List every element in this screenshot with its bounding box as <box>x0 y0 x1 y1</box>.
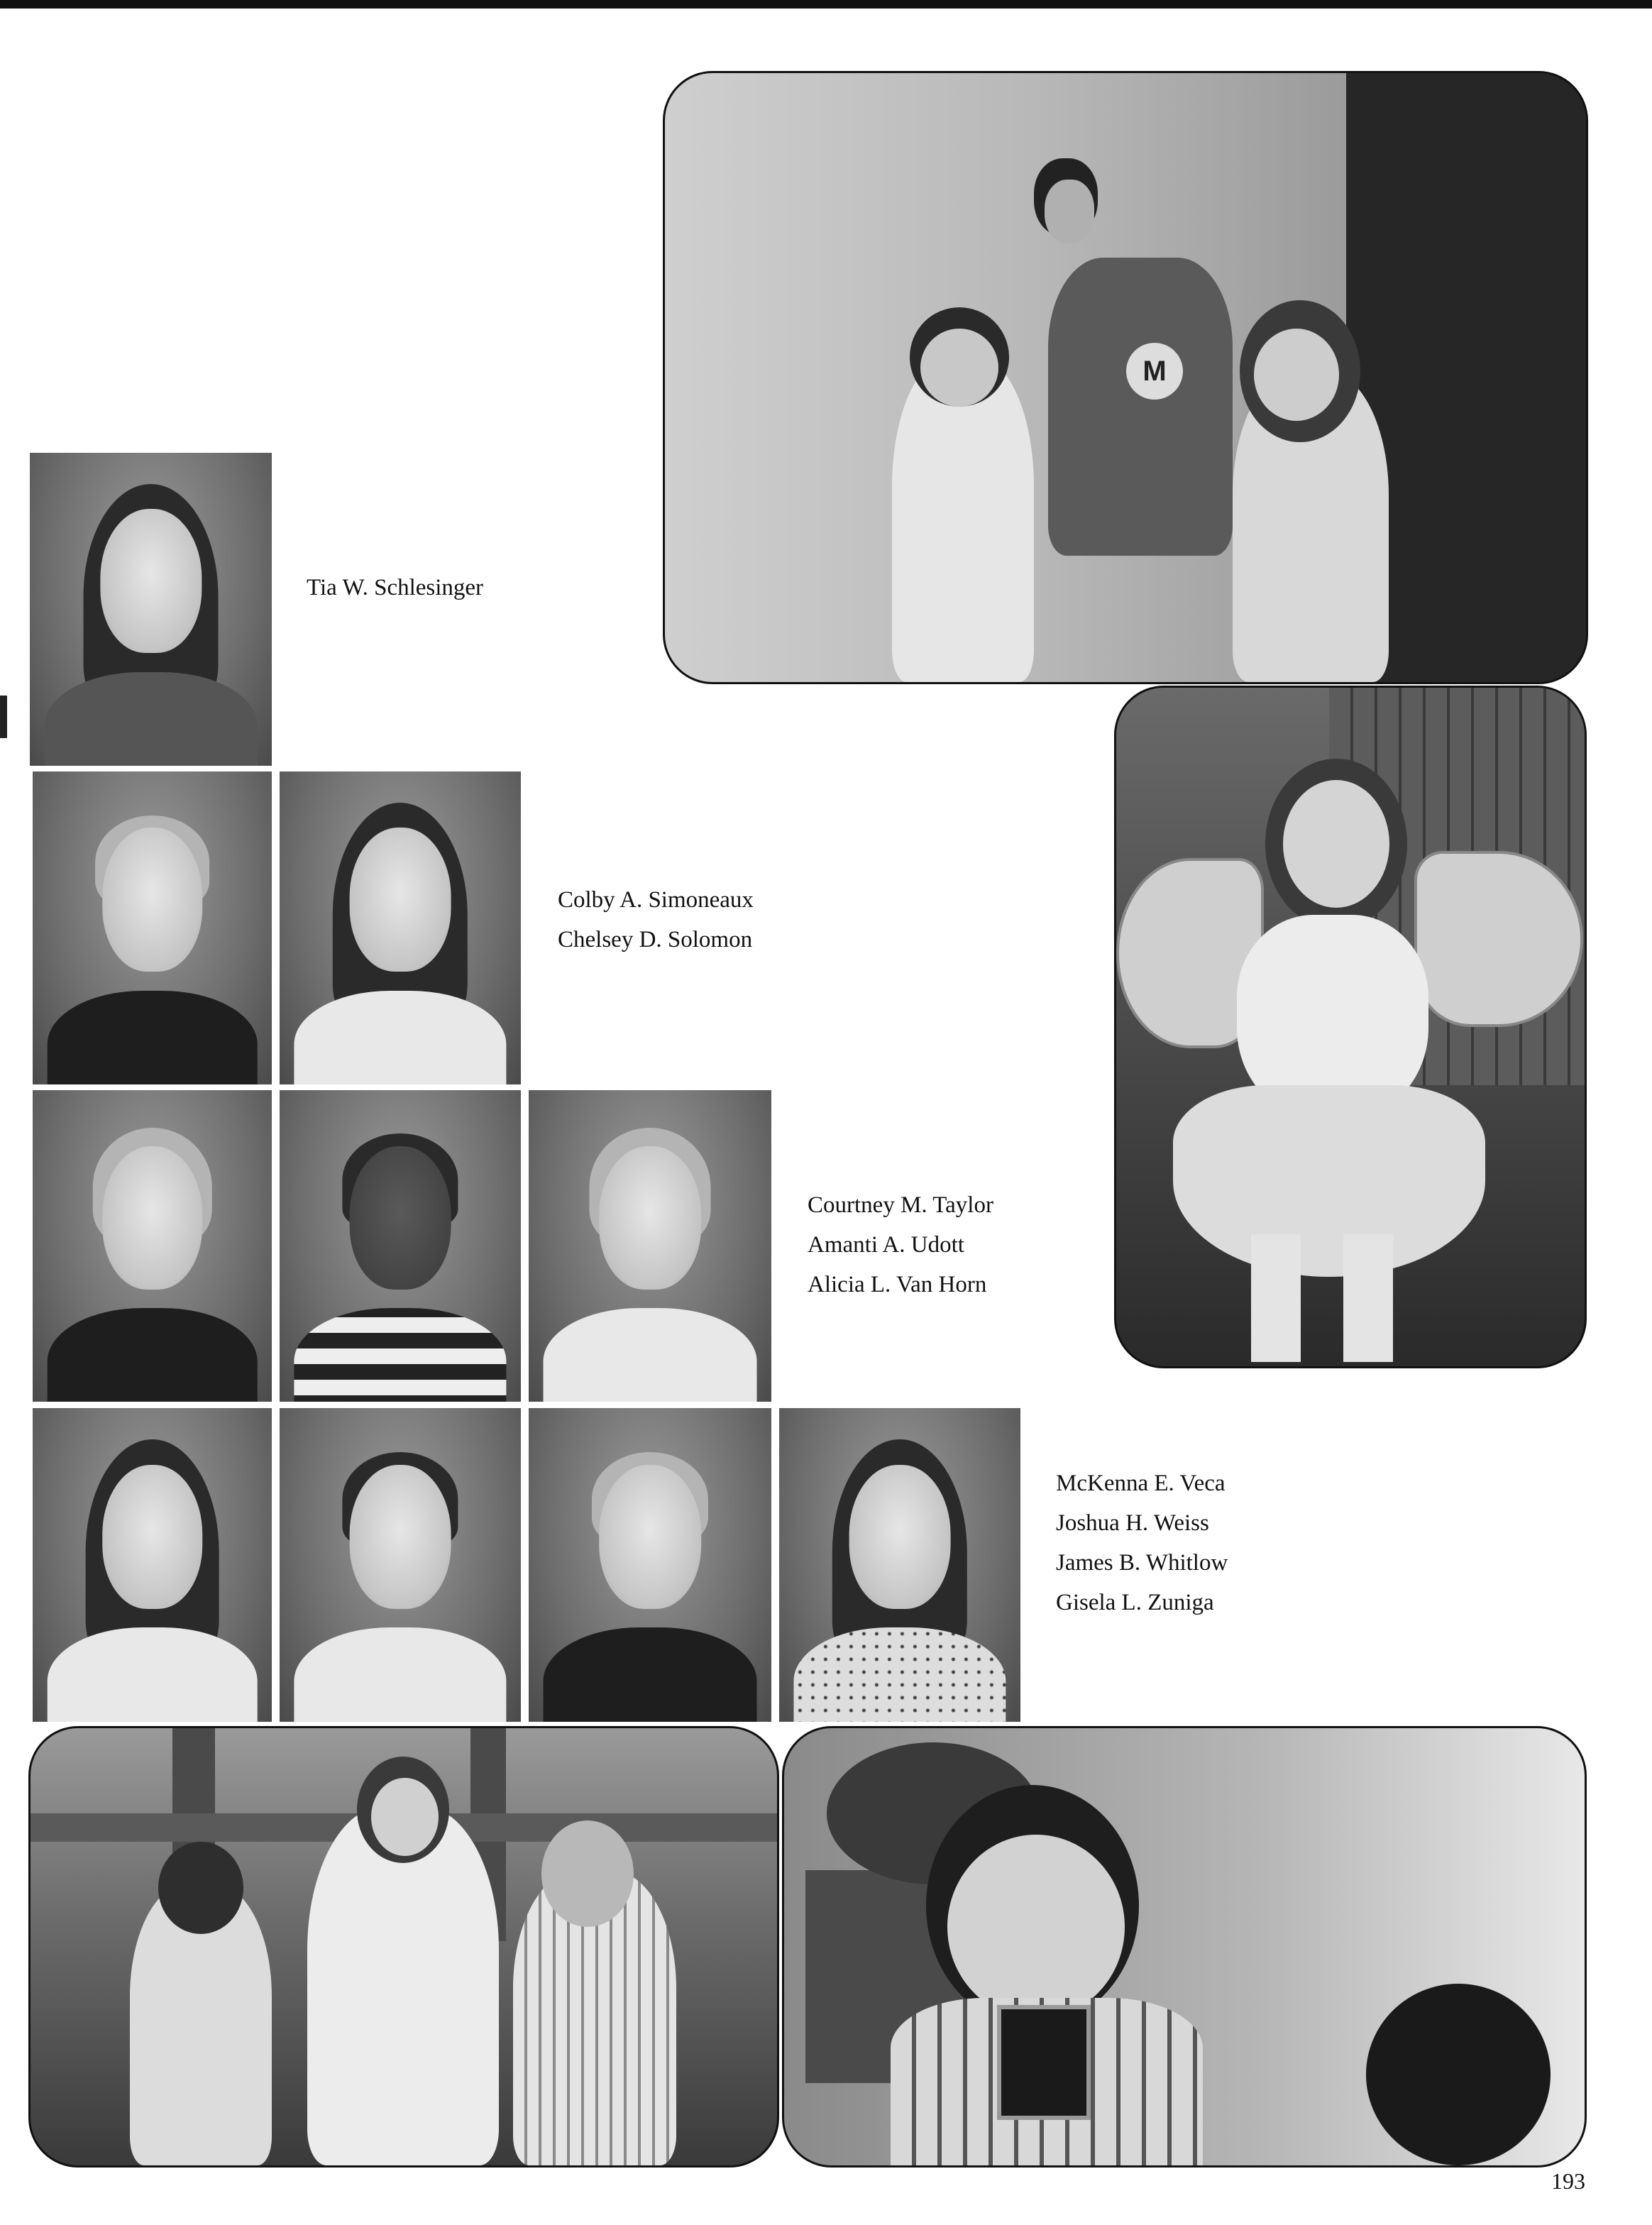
student-name: Gisela L. Zuniga <box>1056 1590 1214 1615</box>
student-name: Tia W. Schlesinger <box>307 575 484 600</box>
page-top-border <box>0 0 1652 9</box>
portrait-amanti-udott <box>280 1090 521 1402</box>
page-number: 193 <box>1551 2168 1585 2194</box>
student-name: McKenna E. Veca <box>1056 1471 1226 1496</box>
student-name: Joshua H. Weiss <box>1056 1510 1209 1536</box>
photo-teacher-with-girls <box>663 71 1588 684</box>
portrait-joshua-weiss <box>280 1408 521 1722</box>
portrait-gisela-zuniga <box>779 1408 1020 1722</box>
student-name: Amanti A. Udott <box>808 1232 964 1258</box>
student-name: James B. Whitlow <box>1056 1550 1228 1576</box>
names-row-2 <box>558 880 754 960</box>
shirt-logo-badge: M <box>1126 343 1183 400</box>
portrait-mckenna-veca <box>33 1408 272 1722</box>
page-left-mark <box>0 696 7 738</box>
photo-girls-in-costumes <box>28 1726 779 2168</box>
portrait-courtney-taylor <box>33 1090 272 1402</box>
student-name: Courtney M. Taylor <box>808 1192 993 1218</box>
photo-boy-with-toy <box>782 1726 1587 2168</box>
names-row-4 <box>1056 1463 1228 1622</box>
portrait-james-whitlow <box>529 1408 771 1722</box>
names-row-3 <box>808 1185 993 1304</box>
student-name: Alicia L. Van Horn <box>808 1272 987 1297</box>
names-row-1 <box>307 568 483 608</box>
portrait-alicia-van-horn <box>529 1090 771 1402</box>
portrait-colby-simoneaux <box>33 771 272 1084</box>
portrait-tia-schlesinger <box>30 453 272 766</box>
portrait-chelsey-solomon <box>280 771 521 1084</box>
photo-butterfly-costume <box>1114 686 1587 1368</box>
student-name: Colby A. Simoneaux <box>558 887 754 913</box>
student-name: Chelsey D. Solomon <box>558 927 753 952</box>
